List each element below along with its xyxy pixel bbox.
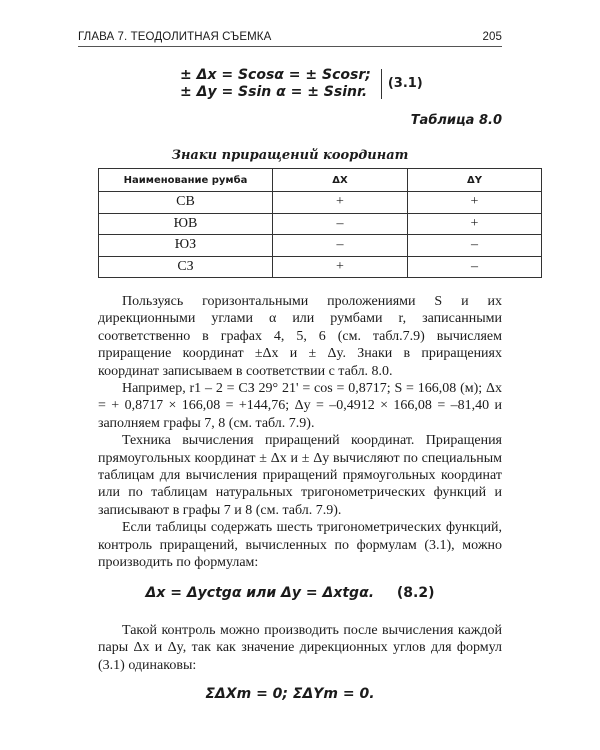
- paragraph: Пользуясь горизонтальными проложениями S и их дирекционными углами α или румбами r, записанными соответственно в графах 4, 5, 6 (см. табл.7.9) вычисляем приращение координат ±Δx и ± Δy. Знаки в приращениях координат записываем в соответствии с табл. 8.0.: [98, 294, 502, 379]
- table-cell: +: [273, 192, 408, 214]
- table-cell: –: [273, 213, 408, 235]
- column-header: ΔX: [273, 169, 408, 192]
- table-cell: ЮЗ: [99, 235, 273, 257]
- table-row: [99, 192, 542, 214]
- chapter-title: ГЛАВА 7. ТЕОДОЛИТНАЯ СЪЕМКА: [78, 31, 272, 43]
- formula-8-2-number: (8.2): [396, 585, 435, 601]
- paragraph: Техника вычисления приращений координат. Приращения прямоугольных координат ± Δx и ± Δy вычисляют по специальным таблицам для вычисления приращений прямоугольных координат или по таблицам натуральных тригонометрических функций и записывают в графы 7 и 8 (см. табл. 7.9).: [98, 433, 502, 518]
- paragraph: Такой контроль можно производить после вычисления каждой пары Δx и Δy, так как значение дирекционных углов для формул (3.1) одинаковы:: [98, 623, 502, 673]
- table-cell: ЮВ: [99, 213, 273, 235]
- formula-sum: ΣΔXm = 0; ΣΔYm = 0.: [205, 686, 375, 702]
- page-number: 205: [482, 31, 502, 43]
- table-cell: +: [273, 256, 408, 278]
- table-cell: +: [408, 192, 542, 214]
- table-cell: СВ: [99, 192, 273, 214]
- table-row: [99, 235, 542, 257]
- formula-3-1-line-2: ± Δy = Ssin α = ± Ssinr.: [180, 83, 368, 100]
- body-text-block-1: [98, 293, 502, 572]
- table-title: Знаки приращений координат: [171, 148, 409, 163]
- paragraph: Если таблицы содержать шесть тригонометрических функций, контроль приращений, вычисленных по формулам (3.1), можно производить по формулам:: [98, 520, 502, 571]
- signs-table: [98, 168, 542, 278]
- table-row: [99, 256, 542, 278]
- running-header: [78, 31, 502, 47]
- column-header: Наименование румба: [99, 169, 273, 192]
- table-cell: –: [408, 235, 542, 257]
- formula-brace: [375, 69, 382, 99]
- table-header-row: [99, 169, 542, 192]
- table-cell: +: [408, 213, 542, 235]
- table-row: [99, 213, 542, 235]
- formula-3-1-number: (3.1): [387, 76, 423, 91]
- column-header: ΔY: [408, 169, 542, 192]
- table-cell: –: [273, 235, 408, 257]
- formula-8-2: [78, 585, 502, 601]
- body-text-block-2: [98, 622, 502, 674]
- table-cell: СЗ: [99, 256, 273, 278]
- paragraph: Например, r1 – 2 = СЗ 29° 21' = cos = 0,8717; S = 166,08 (м); Δx = + 0,8717 × 166,08 = +144,76; Δy = –0,4912 × 166,08 = –81,40 и заполняем графы 7, 8 (см. табл. 7.9).: [98, 381, 502, 431]
- table-cell: –: [408, 256, 542, 278]
- formula-3-1-line-1: ± Δx = Scosα = ± Scosr;: [180, 67, 371, 83]
- formula-3-1: [180, 67, 423, 100]
- formula-8-2-text: Δx = Δyctgα или Δy = Δxtgα.: [145, 585, 375, 601]
- table-label: Таблица 8.0: [410, 113, 502, 128]
